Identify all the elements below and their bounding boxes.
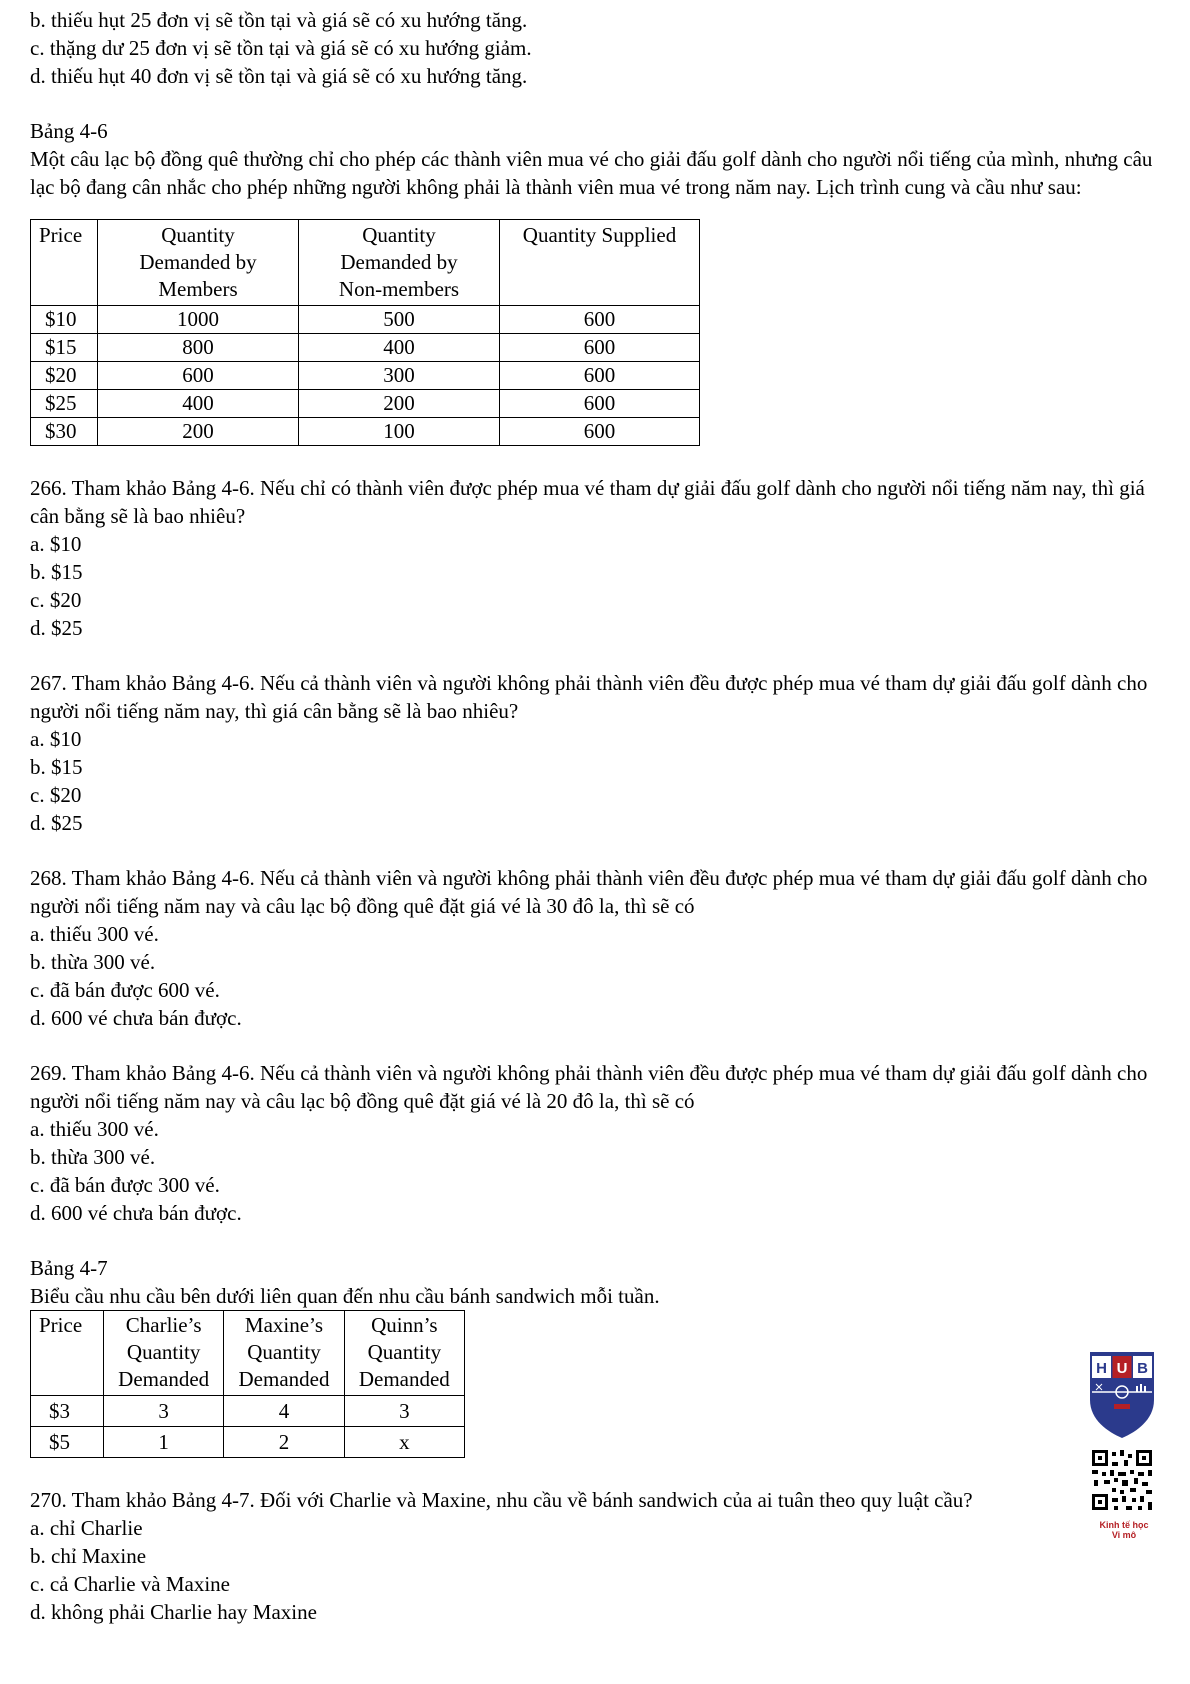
table-header-row <box>31 220 700 306</box>
cell-price: $3 <box>31 1396 104 1427</box>
cell-supplied: 600 <box>500 306 700 334</box>
cell-nonmembers: 100 <box>299 418 500 446</box>
header-price: Price <box>31 220 98 306</box>
answer-option: d. 600 vé chưa bán được. <box>30 1201 242 1225</box>
cell-supplied: 600 <box>500 418 700 446</box>
answer-option: c. $20 <box>30 588 82 612</box>
table-intro: Biểu cầu nhu cầu bên dưới liên quan đến nhu cầu bánh sandwich mỗi tuần. <box>30 1284 660 1308</box>
cell-price: $5 <box>31 1427 104 1458</box>
cell-price: $25 <box>31 390 98 418</box>
option: b. thiếu hụt 25 đơn vị sẽ tồn tại và giá sẽ có xu hướng tăng. <box>30 8 528 32</box>
qr-code-icon <box>1090 1448 1154 1512</box>
cell-price: $10 <box>31 306 98 334</box>
cell-maxine: 2 <box>224 1427 344 1458</box>
logo-letter: U <box>1116 1360 1128 1377</box>
answer-option: a. thiếu 300 vé. <box>30 922 159 946</box>
hub-logo <box>1086 1348 1158 1447</box>
question-text: 266. Tham khảo Bảng 4-6. Nếu chỉ có thành viên được phép mua vé tham dự giải đấu golf dành cho người nổi tiếng năm nay, thì giá cân bằng sẽ là bao nhiêu? <box>30 476 1145 528</box>
cell-supplied: 600 <box>500 390 700 418</box>
cell-charlie: 3 <box>104 1396 224 1427</box>
answer-option: a. $10 <box>30 532 82 556</box>
cell-members: 800 <box>98 334 299 362</box>
cell-quinn: 3 <box>344 1396 464 1427</box>
answer-option: b. $15 <box>30 560 83 584</box>
answer-option: d. $25 <box>30 616 83 640</box>
question-267 <box>30 669 1170 837</box>
answer-option: c. đã bán được 600 vé. <box>30 978 220 1002</box>
question-266 <box>30 474 1170 642</box>
option: c. thặng dư 25 đơn vị sẽ tồn tại và giá sẽ có xu hướng giảm. <box>30 36 532 60</box>
cell-members: 600 <box>98 362 299 390</box>
answer-option: b. thừa 300 vé. <box>30 1145 156 1169</box>
table-row <box>31 306 700 334</box>
supply-demand-table <box>30 219 700 446</box>
table-row <box>31 1396 465 1427</box>
answer-option: a. $10 <box>30 727 82 751</box>
cell-nonmembers: 300 <box>299 362 500 390</box>
table-title: Bảng 4-7 <box>30 1256 108 1280</box>
cell-supplied: 600 <box>500 362 700 390</box>
table-row <box>31 390 700 418</box>
cell-price: $15 <box>31 334 98 362</box>
question-text: 270. Tham khảo Bảng 4-7. Đối với Charlie và Maxine, nhu cầu về bánh sandwich của ai tuân theo quy luật cầu? <box>30 1488 973 1512</box>
table-row <box>31 362 700 390</box>
answer-option: a. chỉ Charlie <box>30 1516 143 1540</box>
cell-maxine: 4 <box>224 1396 344 1427</box>
answer-option: b. thừa 300 vé. <box>30 950 156 974</box>
question-269 <box>30 1059 1170 1227</box>
logo-letter: H <box>1096 1360 1107 1377</box>
answer-option: c. đã bán được 300 vé. <box>30 1173 220 1197</box>
shield-icon <box>1086 1348 1158 1440</box>
cell-members: 200 <box>98 418 299 446</box>
cell-members: 1000 <box>98 306 299 334</box>
answer-option: a. thiếu 300 vé. <box>30 1117 159 1141</box>
cell-nonmembers: 200 <box>299 390 500 418</box>
question-text: 269. Tham khảo Bảng 4-6. Nếu cả thành viên và người không phải thành viên đều được phép mua vé tham dự giải đấu golf dành cho người nổi tiếng năm nay và câu lạc bộ đồng quê đặt giá vé là 20 đô la, thì sẽ có <box>30 1061 1148 1113</box>
caption-line: Vi mô <box>1111 1530 1137 1540</box>
answer-option: b. $15 <box>30 755 83 779</box>
question-270 <box>30 1486 1170 1626</box>
table-row <box>31 334 700 362</box>
header-nonmembers: Quantity Demanded by Non-members <box>299 220 500 306</box>
option: d. thiếu hụt 40 đơn vị sẽ tồn tại và giá sẽ có xu hướng tăng. <box>30 64 528 88</box>
cell-charlie: 1 <box>104 1427 224 1458</box>
table-row <box>31 418 700 446</box>
qr-code <box>1090 1448 1154 1512</box>
table-title: Bảng 4-6 <box>30 119 108 143</box>
cell-nonmembers: 400 <box>299 334 500 362</box>
question-text: 268. Tham khảo Bảng 4-6. Nếu cả thành viên và người không phải thành viên đều được phép mua vé tham dự giải đấu golf dành cho người nổi tiếng năm nay và câu lạc bộ đồng quê đặt giá vé là 30 đô la, thì sẽ có <box>30 866 1148 918</box>
logo-letter: B <box>1137 1360 1148 1377</box>
answer-option: c. $20 <box>30 783 82 807</box>
answer-option: b. chỉ Maxine <box>30 1544 147 1568</box>
cell-quinn: x <box>344 1427 464 1458</box>
cell-price: $30 <box>31 418 98 446</box>
answer-option: d. không phải Charlie hay Maxine <box>30 1600 317 1624</box>
header-price: Price <box>31 1311 104 1396</box>
header-supplied: Quantity Supplied <box>500 220 700 306</box>
header-charlie: Charlie’s Quantity Demanded <box>104 1311 224 1396</box>
cell-nonmembers: 500 <box>299 306 500 334</box>
previous-question-options <box>30 6 1170 90</box>
table-row <box>31 1427 465 1458</box>
cell-supplied: 600 <box>500 334 700 362</box>
header-maxine: Maxine’s Quantity Demanded <box>224 1311 344 1396</box>
header-quinn: Quinn’s Quantity Demanded <box>344 1311 464 1396</box>
question-text: 267. Tham khảo Bảng 4-6. Nếu cả thành viên và người không phải thành viên đều được phép mua vé tham dự giải đấu golf dành cho người nổi tiếng năm nay, thì giá cân bằng sẽ là bao nhiêu? <box>30 671 1148 723</box>
sandwich-demand-table <box>30 1310 465 1458</box>
document-page <box>30 6 1170 1626</box>
logo-caption <box>1082 1520 1166 1540</box>
answer-option: c. cả Charlie và Maxine <box>30 1572 230 1596</box>
table-4-6-section <box>30 117 1170 446</box>
question-268 <box>30 864 1170 1032</box>
answer-option: d. $25 <box>30 811 83 835</box>
table-intro: Một câu lạc bộ đồng quê thường chỉ cho phép các thành viên mua vé cho giải đấu golf dành cho người nổi tiếng của mình, nhưng câu lạc bộ đang cân nhắc cho phép những người không phải là thành viên mua vé trong năm nay. Lịch trình cung và cầu như sau: <box>30 147 1153 199</box>
table-4-7-section <box>30 1254 1170 1458</box>
answer-option: d. 600 vé chưa bán được. <box>30 1006 242 1030</box>
table-header-row <box>31 1311 465 1396</box>
header-members: Quantity Demanded by Members <box>98 220 299 306</box>
caption-line: Kinh tế học <box>1099 1520 1149 1530</box>
cell-members: 400 <box>98 390 299 418</box>
cell-price: $20 <box>31 362 98 390</box>
